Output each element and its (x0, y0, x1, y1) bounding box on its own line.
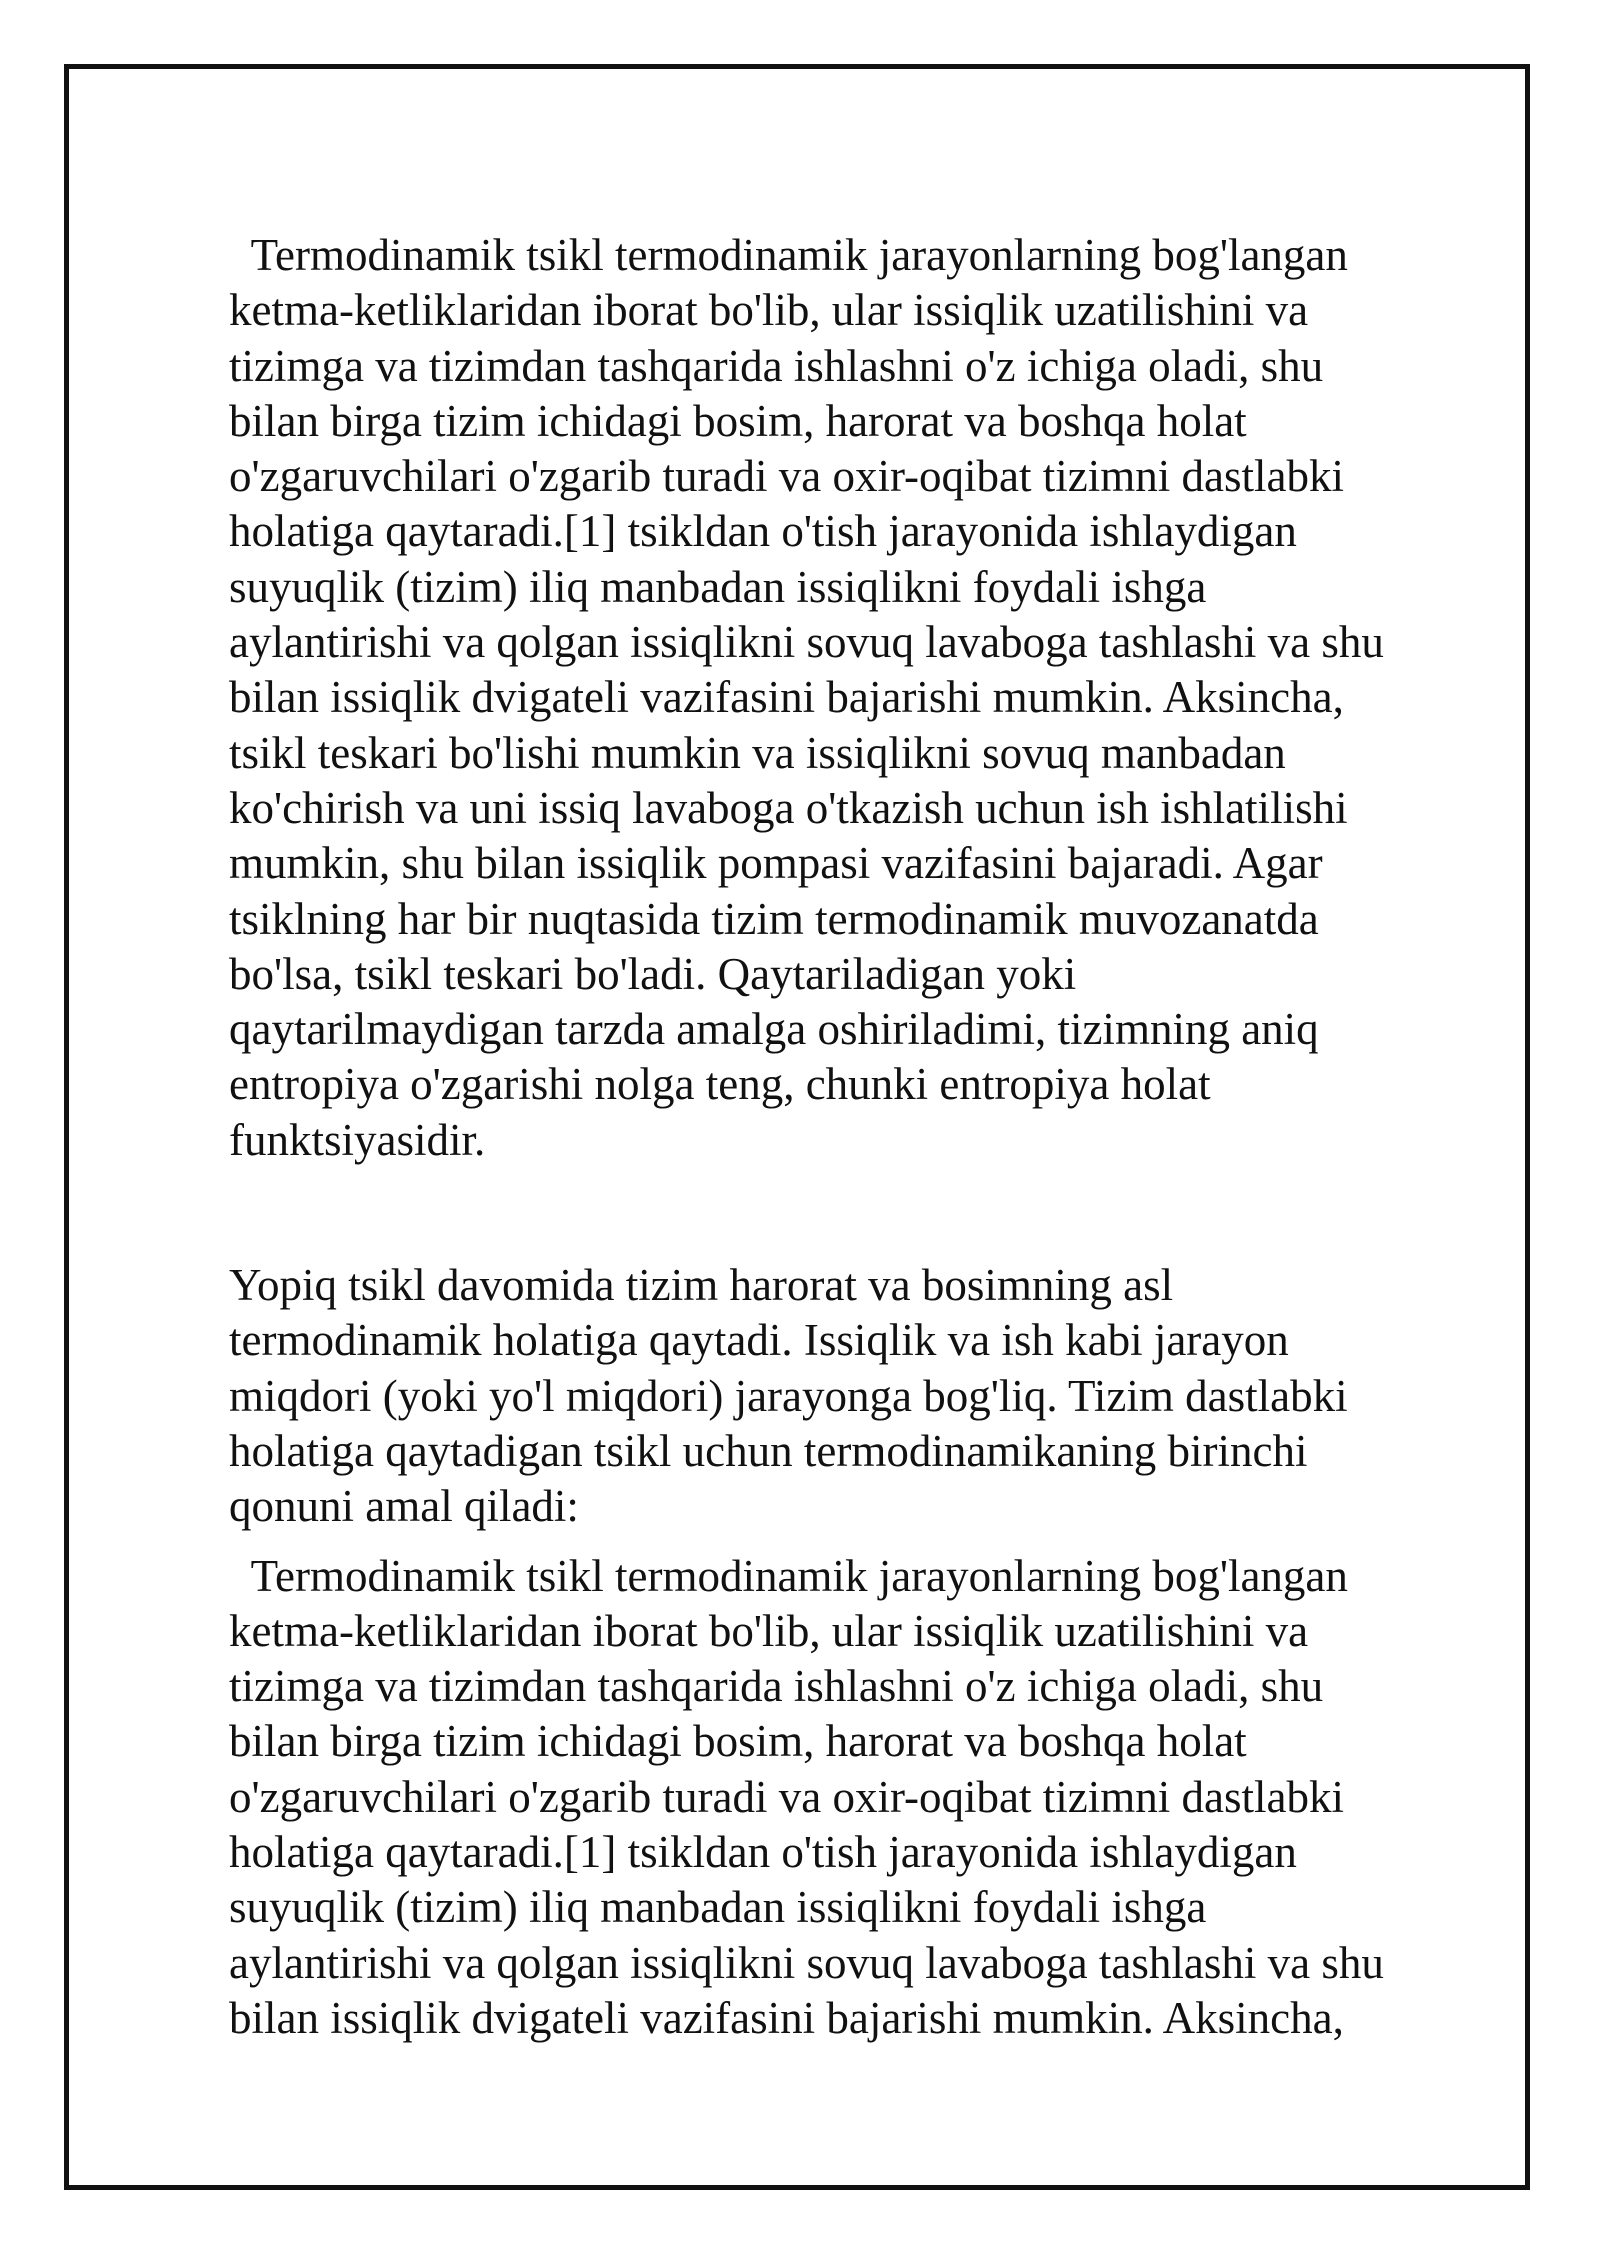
text-line: mumkin, shu bilan issiqlik pompasi vazifasini bajaradi. Agar (229, 838, 1323, 889)
text-line: qaytarilmaydigan tarzda amalga oshiriladimi, tizimning aniq (229, 1004, 1319, 1055)
text-line: aylantirishi va qolgan issiqlikni sovuq lavaboga tashlashi va shu (229, 617, 1384, 668)
text-line: ketma-ketliklaridan iborat bo'lib, ular issiqlik uzatilishini va (229, 1605, 1309, 1656)
text-line: ketma-ketliklaridan iborat bo'lib, ular issiqlik uzatilishini va (229, 285, 1309, 336)
text-line: Termodinamik tsikl termodinamik jarayonlarning bog'langan (229, 230, 1348, 280)
text-line: holatiga qaytaradi.[1] tsikldan o'tish jarayonida ishlaydigan (229, 1827, 1297, 1878)
text-line: o'zgaruvchilari o'zgarib turadi va oxir-oqibat tizimni dastlabki (229, 1771, 1344, 1822)
text-line: qonuni amal qiladi: (229, 1481, 579, 1532)
text-line: bilan birga tizim ichidagi bosim, harorat va boshqa holat (229, 395, 1247, 446)
paragraph-1 (229, 228, 1489, 1168)
text-line: tizimga va tizimdan tashqarida ishlashni o'z ichiga oladi, shu (229, 340, 1324, 391)
text-line: tsiklning har bir nuqtasida tizim termodinamik muvozanatda (229, 893, 1319, 944)
text-line: bilan birga tizim ichidagi bosim, harorat va boshqa holat (229, 1716, 1247, 1767)
text-line: termodinamik holatiga qaytadi. Issiqlik va ish kabi jarayon (229, 1315, 1289, 1366)
text-line: funktsiyasidir. (229, 1114, 486, 1165)
text-line: tizimga va tizimdan tashqarida ishlashni o'z ichiga oladi, shu (229, 1661, 1324, 1712)
text-line: aylantirishi va qolgan issiqlikni sovuq lavaboga tashlashi va shu (229, 1937, 1384, 1988)
text-line: bo'lsa, tsikl teskari bo'ladi. Qaytariladigan yoki (229, 948, 1077, 999)
text-line: miqdori (yoki yo'l miqdori) jarayonga bog'liq. Tizim dastlabki (229, 1370, 1348, 1421)
text-line: bilan issiqlik dvigateli vazifasini bajarishi mumkin. Aksincha, (229, 1992, 1344, 2043)
text-line: ko'chirish va uni issiq lavaboga o'tkazish uchun ish ishlatilishi (229, 782, 1348, 833)
text-line: holatiga qaytadigan tsikl uchun termodinamikaning birinchi (229, 1425, 1308, 1476)
text-line: holatiga qaytaradi.[1] tsikldan o'tish jarayonida ishlaydigan (229, 506, 1297, 557)
paragraph-3 (229, 1549, 1489, 2047)
text-line: o'zgaruvchilari o'zgarib turadi va oxir-oqibat tizimni dastlabki (229, 451, 1344, 502)
text-line: Termodinamik tsikl termodinamik jarayonlarning bog'langan (229, 1550, 1348, 1601)
text-line: tsikl teskari bo'lishi mumkin va issiqlikni sovuq manbadan (229, 727, 1286, 778)
text-line: Yopiq tsikl davomida tizim harorat va bosimning asl (229, 1260, 1174, 1311)
paragraph-2 (229, 1258, 1489, 1534)
text-line: suyuqlik (tizim) iliq manbadan issiqlikni foydali ishga (229, 561, 1207, 612)
text-line: suyuqlik (tizim) iliq manbadan issiqlikni foydali ishga (229, 1882, 1207, 1933)
text-line: entropiya o'zgarishi nolga teng, chunki entropiya holat (229, 1059, 1211, 1110)
document-body (229, 228, 1489, 2046)
text-line: bilan issiqlik dvigateli vazifasini bajarishi mumkin. Aksincha, (229, 672, 1344, 723)
